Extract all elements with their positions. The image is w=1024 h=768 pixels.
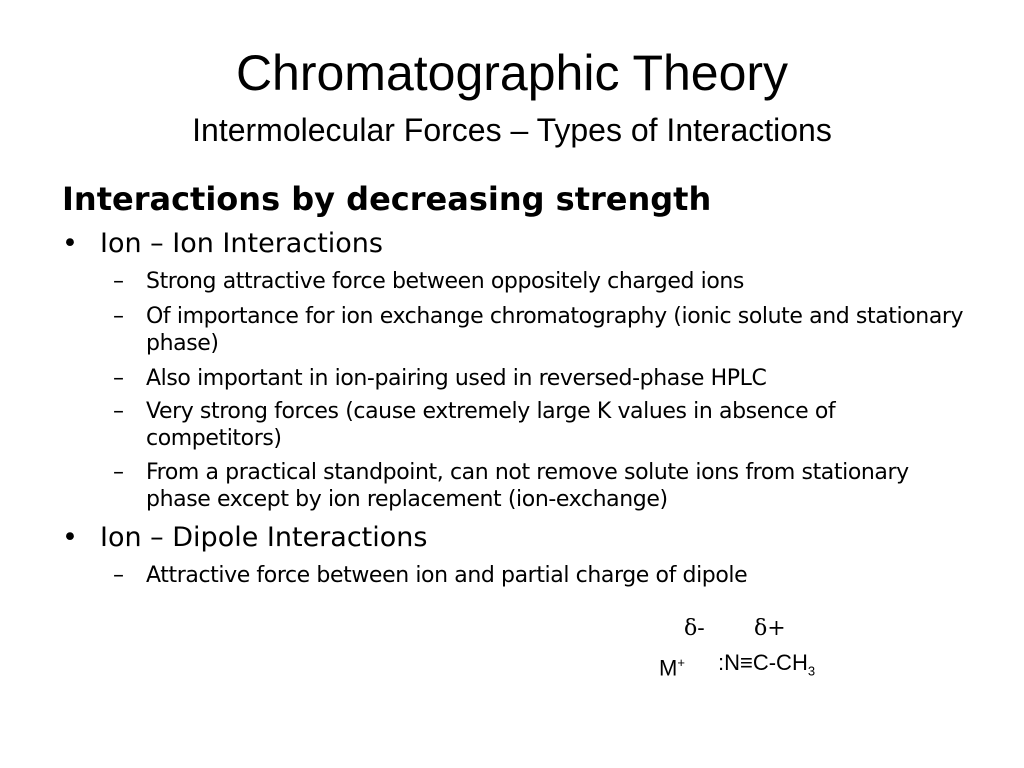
dash-glyph: – (113, 269, 124, 294)
metal-charge: + (677, 655, 685, 670)
dash-glyph: – (113, 460, 124, 485)
metal-ion (659, 651, 685, 680)
dash-glyph: – (113, 304, 124, 329)
dipole-formula: :N≡C-CH (718, 650, 808, 675)
sub-bullet: Attractive force between ion and partial charge of dipole (146, 563, 748, 588)
bullet-glyph: • (62, 522, 78, 553)
dipole-subscript: 3 (807, 663, 816, 679)
slide-subtitle: Intermolecular Forces – Types of Interactions (192, 112, 832, 148)
delta-plus-label: δ+ (754, 616, 786, 641)
sub-bullet: Very strong forces (cause extremely large K values in absence of competitors) (146, 399, 836, 451)
bullet-ion-ion: Ion – Ion Interactions (100, 228, 383, 259)
bullet-ion-dipole: Ion – Dipole Interactions (100, 522, 428, 553)
section-heading: Interactions by decreasing strength (62, 180, 712, 218)
dash-glyph: – (113, 366, 124, 391)
sub-bullet: Of importance for ion exchange chromatography (ionic solute and stationary phase) (146, 304, 964, 356)
dash-glyph: – (113, 399, 124, 424)
sub-bullet: From a practical standpoint, can not remove solute ions from stationary phase except by ion replacement (ion-exchange) (146, 460, 909, 512)
sub-bullet: Strong attractive force between oppositely charged ions (146, 269, 744, 294)
delta-minus-label: δ- (684, 616, 705, 641)
dipole-molecule (718, 651, 815, 683)
sub-bullet: Also important in ion-pairing used in reversed-phase HPLC (146, 366, 767, 391)
dash-glyph: – (113, 563, 124, 588)
metal-symbol: M (659, 655, 678, 681)
slide-title: Chromatographic Theory (235, 45, 789, 101)
bullet-glyph: • (62, 228, 78, 259)
